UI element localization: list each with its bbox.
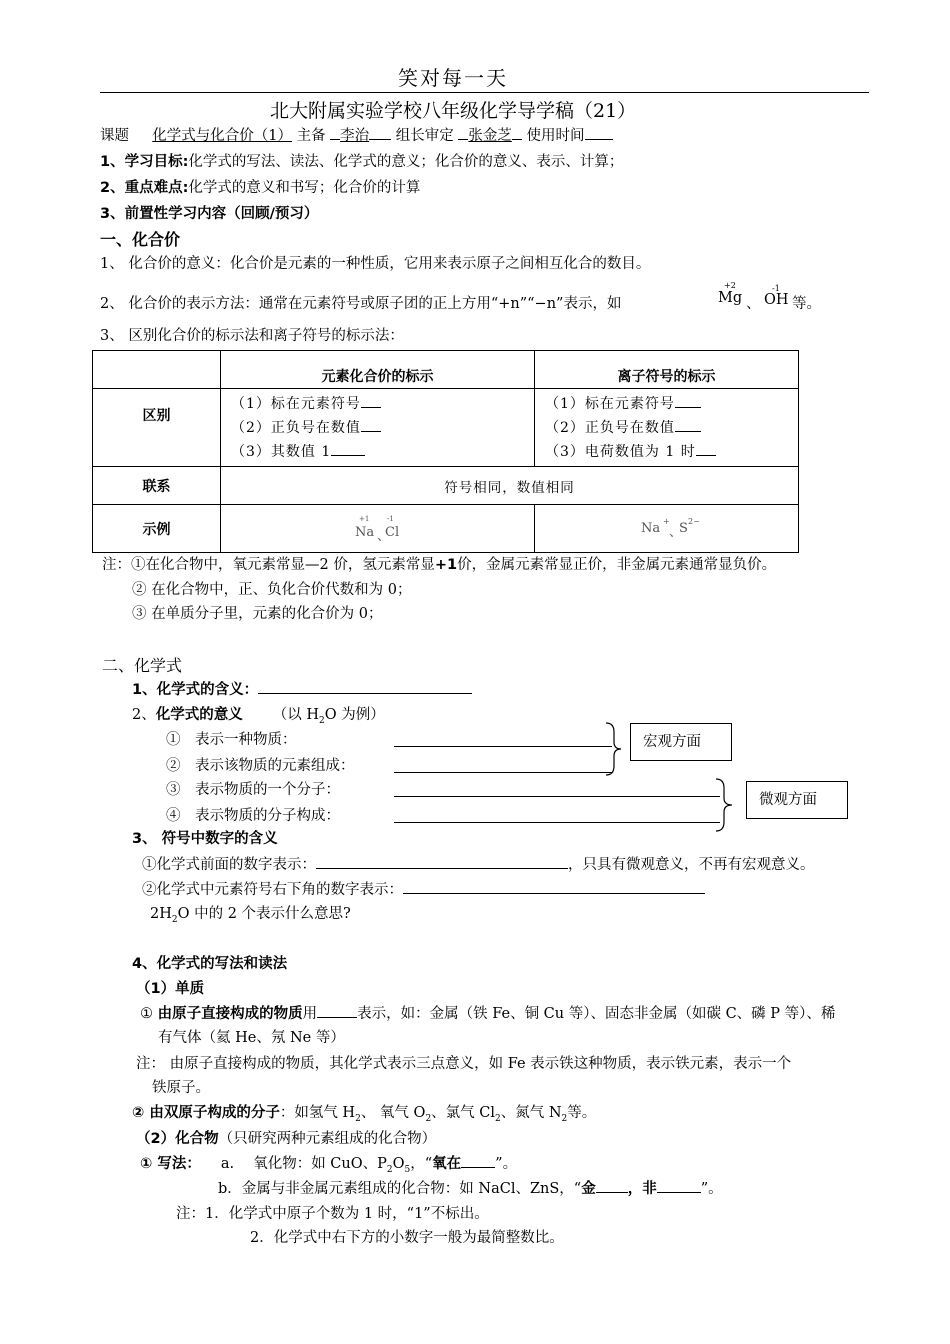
writing-rule-b: b．金属与非金属元素组成的化合物：如 NaCl、ZnS，“金 ，非 ”。 (218, 1181, 723, 1197)
note-2: ② 在化合物中，正、负化合价代数和为 0； (132, 582, 412, 598)
goals-line (100, 154, 623, 171)
s-ion-symbol: S (679, 521, 688, 536)
header-rule (100, 92, 869, 93)
diff-ion-1: （1）标在元素符号 (545, 392, 788, 416)
diff-valence-1: （1）标在元素符号 (231, 392, 524, 416)
single-substance-heading: （1）单质 (136, 981, 205, 997)
single-rule-1: ① 由原子直接构成的物质用 表示，如：金属（铁 Fe、铜 Cu 等）、固态非金属（如碳 C、磷 P 等）、稀 (140, 1006, 836, 1022)
table-col-ion: 离子符号的标示 (535, 351, 799, 389)
table-row-difference (93, 389, 799, 467)
macro-box: 宏观方面 (630, 723, 732, 761)
macro-brace-icon (604, 722, 624, 776)
single-rule-2: ② 由双原子构成的分子：如氢气 $H_2$、 氧气 $O_2$、氯气 $Cl_2$、氮气 $N_2$等。 (132, 1105, 597, 1124)
valence-item-2-text: 2、 化合价的表示方法：通常在元素符号或原子团的正上方用“+n”“−n”表示，如 (100, 296, 622, 312)
note-3: ③ 在单质分子里，元素的化合价为 0； (132, 606, 383, 622)
formula-heading: 二、化学式 (102, 656, 183, 675)
cl-valence-symbol: Cl (385, 525, 400, 540)
goals-label: 1、学习目标: (100, 154, 189, 170)
mg-symbol: Mg (718, 290, 743, 306)
s-ion-charge: 2− (688, 517, 700, 526)
difference-valence-cell (221, 389, 535, 467)
table-corner (93, 351, 221, 389)
example-ion-cell (535, 505, 799, 553)
writing-heading: 4、化学式的写法和读法 (132, 956, 288, 972)
valence-heading: 一、化合价 (100, 230, 181, 249)
writing-note-2: 2．化学式中右下方的小数字一般为最简整数比。 (250, 1230, 564, 1246)
na-cl-separator: 、 (377, 529, 391, 544)
single-rule-1-cont: 有气体（氦 He、氖 Ne 等） (158, 1030, 345, 1046)
mg-oh-separator: 、 (746, 296, 761, 312)
na-valence-symbol: Na (355, 525, 375, 540)
diff-valence-2: （2）正负号在数值 (231, 416, 524, 440)
micro-brace-icon (714, 778, 736, 832)
row-label-difference: 区别 (93, 389, 221, 467)
table-row-relation (93, 467, 799, 505)
formula-meaning-line: 1、化学式的含义： (132, 682, 472, 699)
time-label: 使用时间 (526, 128, 585, 144)
na-ion-symbol: Na (641, 521, 661, 536)
compound-heading: （2）化合物（只研究两种元素组成的化合物） (136, 1131, 437, 1147)
valence-item-2 (100, 296, 621, 313)
preparer-value: 李治 (340, 128, 370, 144)
digit-meaning-heading: 3、 符号中数字的含义 (132, 831, 278, 847)
example-valence-cell (221, 505, 535, 553)
preview-heading: 3、前置性学习内容（回顾/预习） (100, 206, 319, 222)
meaning-2-blank (394, 772, 612, 773)
digit-question: $2H_2O$ 中的 2 个表示什么意思? (150, 906, 351, 925)
valence-ion-comparison-table (92, 350, 799, 553)
note-1: 注：①在化合物中，氧元素常显—2 价，氢元素常显+1价，金属元素常显正价，非金属元素通常显负价。 (102, 557, 777, 573)
diff-ion-3: （3）电荷数值为 1 时 (545, 440, 788, 464)
valence-item-1: 1、 化合价的意义：化合价是元素的一种性质，它用来表示原子之间相互化合的数目。 (100, 256, 651, 272)
difference-ion-cell (535, 389, 799, 467)
meaning-3: ③ 表示物质的一个分子： (166, 782, 340, 798)
meta-line (100, 128, 613, 145)
difficulty-label: 2、重点难点: (100, 180, 189, 196)
meaning-3-blank (394, 796, 720, 797)
digit-meaning-1: ①化学式前面的数字表示： ，只具有微观意义，不再有宏观意义。 (142, 857, 815, 873)
header-motto: 笑对每一天 (398, 66, 508, 90)
goals-text: 化学式的写法、读法、化学式的意义；化合价的意义、表示、计算； (188, 154, 624, 170)
relation-cell: 符号相同，数值相同 (221, 467, 799, 505)
row-label-relation: 联系 (93, 467, 221, 505)
single-note-line-1: 注： 由原子直接构成的物质，其化学式表示三点意义，如 Fe 表示铁这种物质，表示铁元素，表示一个 (136, 1056, 792, 1072)
writing-rule-a: ① 写法： a. 氧化物：如 CuO、$P_2O_5$，“氧在 ”。 (140, 1156, 518, 1175)
topic-label: 课题 (100, 128, 129, 144)
meaning-1: ① 表示一种物质： (166, 732, 297, 748)
table-row-example (93, 505, 799, 553)
reviewer-label: 组长审定 (395, 128, 454, 144)
micro-box: 微观方面 (746, 781, 848, 819)
preparer-label: 主备 (296, 128, 326, 144)
na-s-separator: 、 (669, 525, 683, 540)
meaning-2: ② 表示该物质的元素组成： (166, 758, 355, 774)
row-label-example: 示例 (93, 505, 221, 553)
cl-valence-sup: -1 (387, 515, 394, 523)
topic-value: 化学式与化合价（1） (152, 128, 292, 144)
digit-meaning-2: ②化学式中元素符号右下角的数字表示： (142, 882, 705, 899)
formula-significance-line: 2、化学式的意义 （以 $H_2O$ 为例） (132, 707, 385, 726)
na-valence-sup: +1 (359, 515, 370, 523)
reviewer-value: 张金芝 (468, 128, 512, 144)
meaning-4: ④ 表示物质的分子构成： (166, 808, 340, 824)
diff-ion-2: （2）正负号在数值 (545, 416, 788, 440)
page-title: 北大附属实验学校八年级化学导学稿（21） (270, 100, 637, 122)
mg-valence-sup: +2 (724, 281, 736, 290)
difficulty-text: 化学式的意义和书写；化合价的计算 (188, 180, 421, 196)
valence-item-3: 3、 区别化合价的标示法和离子符号的标示法： (100, 328, 404, 344)
diff-valence-3: （3）其数值 1 (231, 440, 524, 464)
oh-symbol: OH (764, 292, 789, 308)
na-ion-charge: + (663, 517, 670, 526)
single-note-line-2: 铁原子。 (152, 1080, 210, 1096)
meaning-4-blank (394, 822, 720, 823)
meaning-1-blank (394, 746, 612, 747)
difficulty-line (100, 180, 420, 197)
oh-valence-sup: -1 (772, 284, 780, 293)
table-col-valence: 元素化合价的标示 (221, 351, 535, 389)
table-header-row (93, 351, 799, 389)
writing-note-1: 注：1．化学式中原子个数为 1 时，“1”不标出。 (176, 1206, 489, 1222)
valence-item-2-end: 等。 (792, 296, 821, 312)
